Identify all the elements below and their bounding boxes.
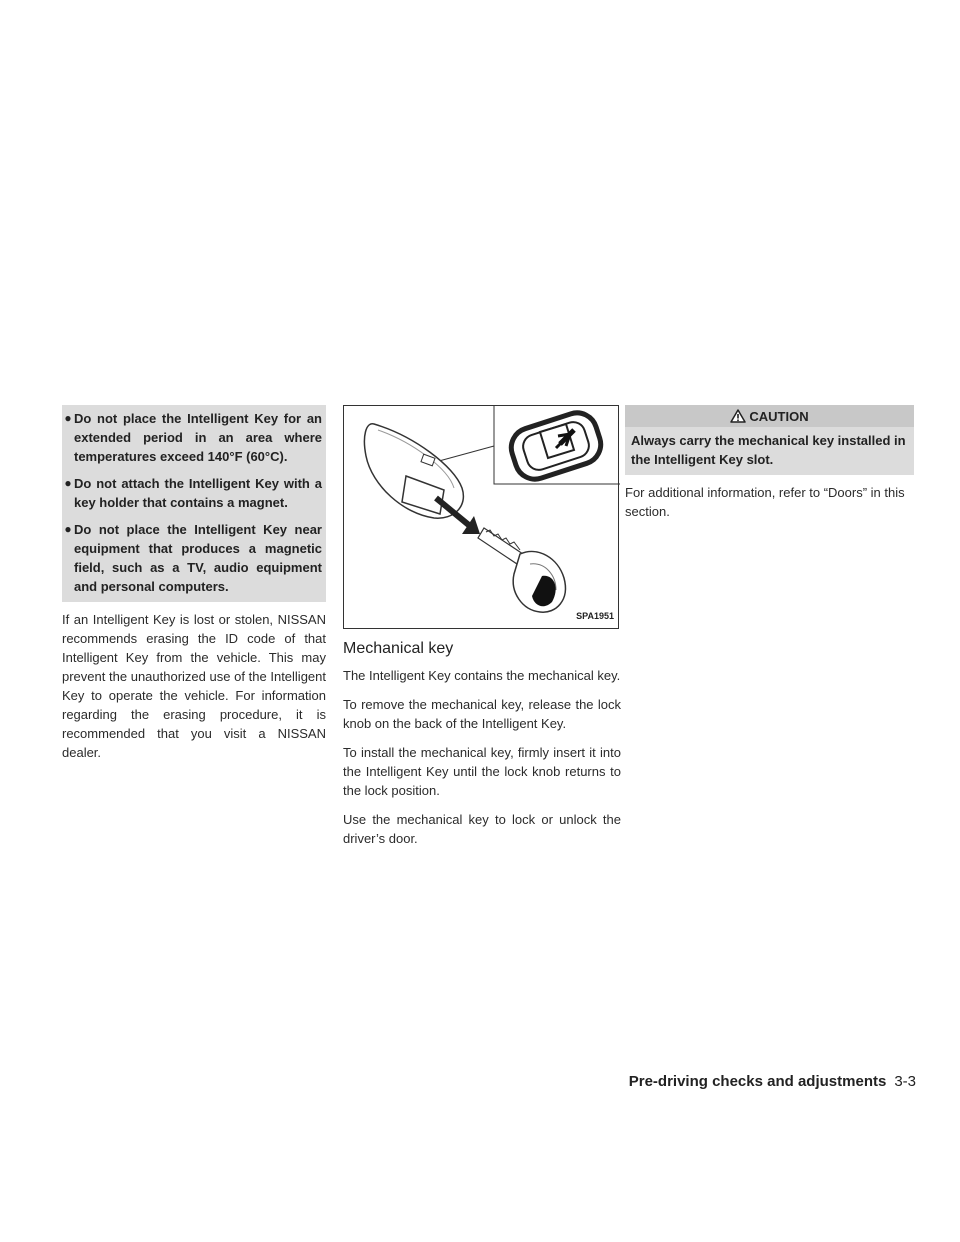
lost-key-paragraph: If an Intelligent Key is lost or stolen, NISSAN recommends erasing the ID code of that Intelligent Key from the vehicle. This may prevent the unauthorized use of the Intelligent Key to operate the vehicle. For information regarding the erasing procedure, it is recommended that you visit a NISSAN dealer. <box>62 612 326 760</box>
bullet-item <box>62 520 322 596</box>
body-paragraph: The Intelligent Key contains the mechanical key. <box>343 668 621 683</box>
footer-section-title: Pre-driving checks and adjustments <box>628 1073 887 1090</box>
mechanical-key-figure <box>343 405 619 629</box>
bullet-icon: ● <box>64 476 72 490</box>
bullet-icon: ● <box>64 522 72 536</box>
caution-text: Always carry the mechanical key installed in the Intelligent Key slot. <box>625 427 914 475</box>
page-number: 3-3 <box>894 1073 916 1090</box>
caution-header <box>625 405 914 427</box>
bullet-icon: ● <box>64 411 72 425</box>
reference-paragraph: For additional information, refer to “Doors” in this section. <box>625 485 905 519</box>
body-paragraph: To remove the mechanical key, release the lock knob on the back of the Intelligent Key. <box>343 697 621 731</box>
figure-code: SPA1951 <box>576 611 614 621</box>
bullet-text: Do not attach the Intelligent Key with a key holder that contains a magnet. <box>74 476 322 510</box>
key-illustration <box>344 406 620 630</box>
page-footer <box>620 1073 916 1090</box>
caution-title: CAUTION <box>749 408 809 424</box>
body-paragraph: To install the mechanical key, firmly insert it into the Intelligent Key until the lock knob returns to the lock position. <box>343 745 621 798</box>
body-paragraph: Use the mechanical key to lock or unlock the driver’s door. <box>343 812 621 846</box>
middle-column <box>343 405 621 858</box>
section-heading: Mechanical key <box>343 640 454 657</box>
right-column <box>625 405 914 531</box>
bullet-text: Do not place the Intelligent Key near equipment that produces a magnetic field, such as a TV, audio equipment and personal computers. <box>74 522 322 594</box>
bullet-text: Do not place the Intelligent Key for an extended period in an area where temperatures exceed 140°F (60°C). <box>74 411 322 464</box>
bullet-item <box>62 409 322 466</box>
bullet-item <box>62 474 322 512</box>
warning-triangle-icon <box>730 409 746 423</box>
left-column <box>62 405 326 772</box>
warning-bullets-box <box>62 405 326 602</box>
